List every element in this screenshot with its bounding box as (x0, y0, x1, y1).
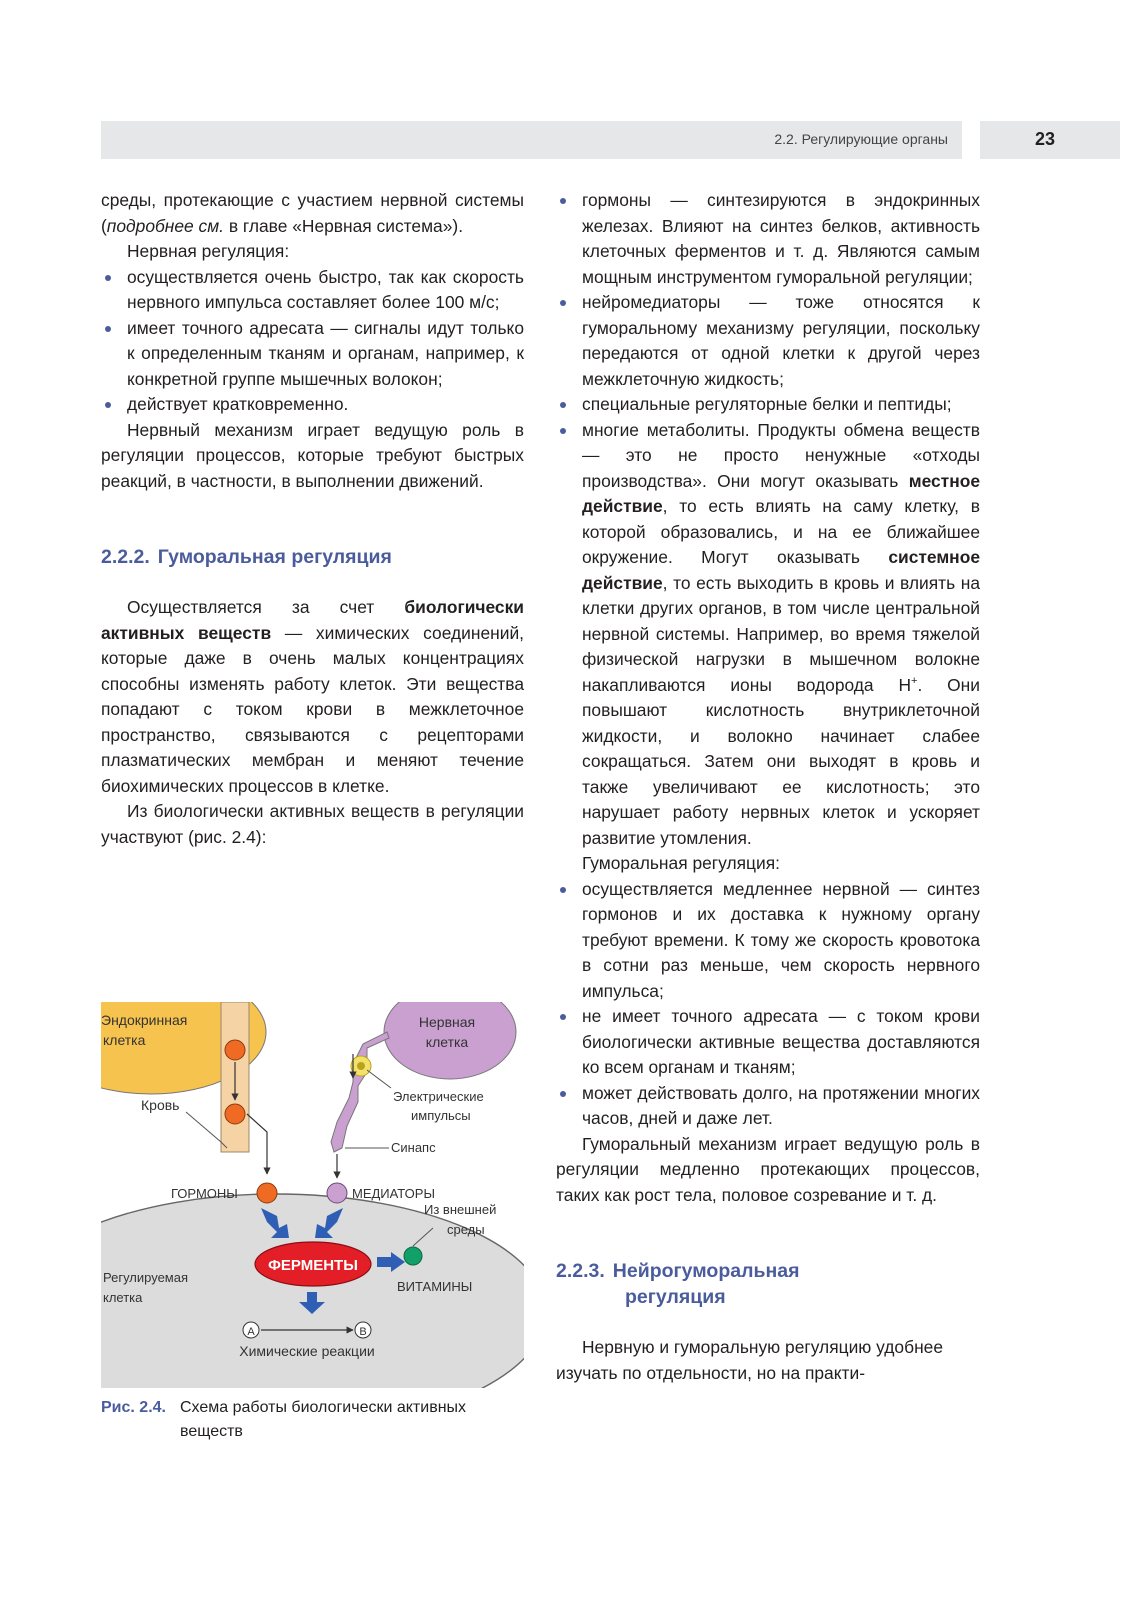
electric-impulses-label-2: импульсы (411, 1108, 471, 1123)
bullet-icon (560, 1014, 566, 1020)
figure-2-4 (101, 1002, 524, 1388)
list-item: может действовать долго, на протяжении многих часов, дней и даже лет. (556, 1081, 980, 1132)
electric-impulse-icon (351, 1056, 371, 1076)
list-item: имеет точного адресата — сигналы идут только к определенным тканям и органам, например, к конкретной группе мышечных волокон; (101, 316, 524, 393)
left-column (101, 188, 524, 850)
axon (331, 1032, 389, 1152)
paragraph-nervous-system: среды, протекающие с участием нервной системы (подробнее см. в главе «Нервная система»). (101, 190, 524, 236)
endocrine-cell-label-1: Эндокринная (101, 1012, 188, 1028)
nerve-regulation-list (101, 265, 524, 418)
product-b-label: B (359, 1326, 367, 1338)
endocrine-cell-label-2: клетка (103, 1032, 146, 1048)
section-heading-2-2-2: 2.2.2. Гуморальная регуляция (101, 546, 392, 568)
external-env-label-1: Из внешней (424, 1202, 497, 1217)
enzymes-label: ФЕРМЕНТЫ (268, 1257, 358, 1274)
paragraph-humoral-mechanism: Гуморальный механизм играет ведущую роль в регуляции медленно протекающих процессов, таких как рост тела, половое созревание и т. д. (556, 1133, 980, 1205)
bullet-icon (560, 198, 566, 204)
list-item: специальные регуляторные белки и пептиды; (556, 392, 980, 418)
mediators-dot (327, 1183, 347, 1203)
running-header (101, 121, 962, 159)
chemical-reactions-label: Химические реакции (239, 1343, 375, 1359)
vitamins-label: ВИТАМИНЫ (397, 1279, 473, 1294)
bullet-icon (105, 275, 111, 281)
section-heading-2-2-3: 2.2.3. Нейрогуморальная регуляция (556, 1260, 800, 1308)
humoral-regulation-label: Гуморальная регуляция: (582, 853, 780, 873)
list-item: нейромедиаторы — тоже относятся к гуморальному механизму регуляции, поскольку передаются от одной клетки к другой через межклеточную жидкость; (556, 290, 980, 392)
bullet-icon (560, 1091, 566, 1097)
figure-caption (101, 1396, 524, 1444)
page-number: 23 (1035, 129, 1056, 149)
paragraph-substances-intro: Из биологически активных веществ в регуляции участвуют (рис. 2.4): (101, 801, 524, 847)
paragraph-nerve-mechanism: Нервный механизм играет ведущую роль в регуляции процессов, которые требуют быстрых реакций, в частности, в выполнении движений. (101, 419, 524, 491)
vitamin-dot (404, 1247, 422, 1265)
hormones-label: ГОРМОНЫ (171, 1186, 238, 1201)
hormone-dot (225, 1040, 245, 1060)
list-item: осуществляется очень быстро, так как скорость нервного импульса составляет более 100 м/с; (101, 265, 524, 316)
bullet-icon (105, 326, 111, 332)
figure-caption-label: Рис. 2.4. (101, 1399, 166, 1416)
hormone-dot (225, 1104, 245, 1124)
bullet-icon (560, 887, 566, 893)
substances-list (556, 188, 980, 851)
figure-caption-text: Схема работы биологически активных веществ (180, 1399, 467, 1440)
bullet-icon (560, 428, 566, 434)
running-header-title: 2.2. Регулирующие органы (774, 131, 948, 147)
paragraph-neurohumoral: Нервную и гуморальную регуляцию удобнее изучать по отдельности, но на практи- (556, 1337, 944, 1383)
regulated-cell-label-2: клетка (103, 1290, 143, 1305)
bullet-icon (560, 402, 566, 408)
humoral-regulation-list (556, 877, 980, 1132)
list-item: действует кратковременно. (101, 392, 524, 418)
substrate-a-label: A (247, 1326, 255, 1338)
nerve-cell-label-1: Нервная (418, 1014, 476, 1030)
nerve-regulation-label: Нервная регуляция: (127, 241, 290, 261)
nerve-cell-label-2: клетка (425, 1034, 469, 1050)
synapse-label: Синапс (391, 1140, 436, 1155)
list-item: не имеет точного адресата — с током крови биологически активные вещества доставляются ко всем органам и тканям; (556, 1004, 980, 1081)
list-item: гормоны — синтезируются в эндокринных железах. Влияют на синтез белков, активность клеточных ферментов и т. д. Являются самым мощным инструментом гуморальной регуляции; (556, 188, 980, 290)
blood-label: Кровь (141, 1097, 180, 1113)
paragraph-humoral-definition: Осуществляется за счет биологически активных веществ — химических соединений, которые даже в очень малых концентрациях способны изменять работу клеток. Эти вещества попадают с током крови в межклеточное пространство, связываются с рецепторами плазматических мембран и меняют течение биохимических процессов в клетке. (101, 597, 525, 796)
electric-impulses-label-1: Электрические (393, 1089, 484, 1104)
right-column (556, 188, 980, 1386)
list-item-metabolites: многие метаболиты. Продукты обмена веществ — это не просто ненужные «отходы производства». Они могут оказывать местное действие, то есть влиять на саму клетку, в которой образовались, и на ее ближайшее окружение. Могут оказывать системное действие, то есть выходить в кровь и влиять на клетки других органов, в том числе центральной нервной системы. Например, во время тяжелой физической нагрузки в мышечном волокне накапливаются ионы водорода H+. Они повышают кислотность внутриклеточной жидкости, и волокно начинает слабее сокращаться. Затем они выходят в кровь и также увеличивают ее кислотность; это нарушает работу нервных клеток и ускоряет развитие утомления. (556, 418, 980, 852)
bullet-icon (560, 300, 566, 306)
external-env-label-2: среды (447, 1222, 485, 1237)
hormones-dot (257, 1183, 277, 1203)
list-item: осуществляется медленнее нервной — синтез гормонов и их доставка к нужному органу требуют времени. К тому же скорость кровотока в сотни раз меньше, чем скорость нервного импульса; (556, 877, 980, 1005)
regulated-cell-label-1: Регулируемая (103, 1270, 189, 1285)
bullet-icon (105, 402, 111, 408)
mediators-label: МЕДИАТОРЫ (352, 1186, 435, 1201)
